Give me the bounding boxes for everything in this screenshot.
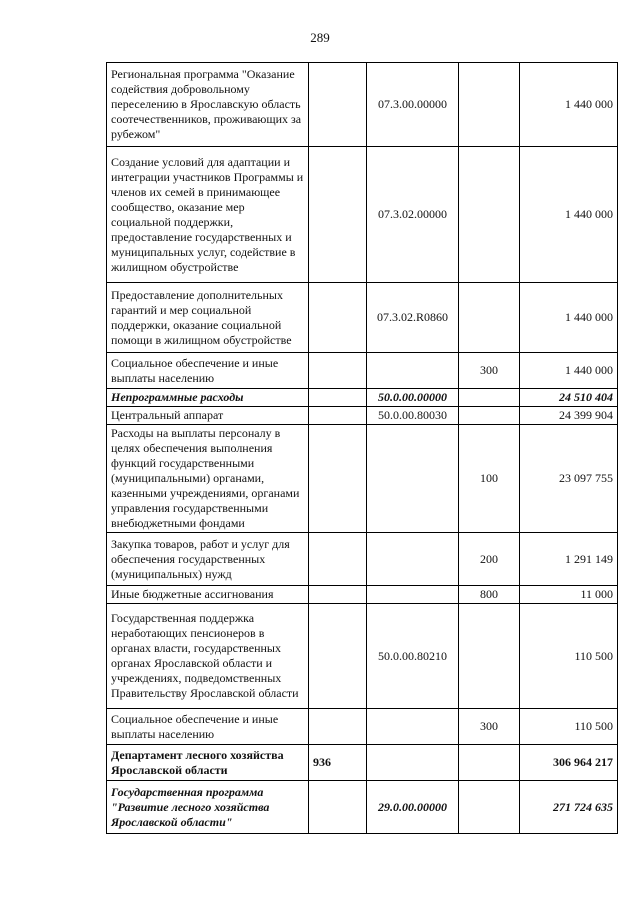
row-expense-type: 300 bbox=[459, 353, 520, 389]
table-row bbox=[107, 407, 618, 425]
row-dept bbox=[309, 781, 367, 834]
row-expense-type bbox=[459, 407, 520, 425]
row-target-code bbox=[367, 425, 459, 533]
row-expense-type: 300 bbox=[459, 709, 520, 745]
row-amount: 306 964 217 bbox=[520, 745, 618, 781]
table-row bbox=[107, 781, 618, 834]
row-target-code: 50.0.00.80030 bbox=[367, 407, 459, 425]
row-expense-type bbox=[459, 283, 520, 353]
row-amount: 1 291 149 bbox=[520, 533, 618, 586]
row-target-code: 07.3.02.00000 bbox=[367, 147, 459, 283]
row-expense-type: 800 bbox=[459, 586, 520, 604]
row-name: Непрограммные расходы bbox=[107, 389, 309, 407]
table-row bbox=[107, 63, 618, 147]
table-row bbox=[107, 389, 618, 407]
row-name: Центральный аппарат bbox=[107, 407, 309, 425]
row-amount: 1 440 000 bbox=[520, 147, 618, 283]
row-expense-type bbox=[459, 745, 520, 781]
row-amount: 24 510 404 bbox=[520, 389, 618, 407]
row-dept bbox=[309, 63, 367, 147]
row-dept bbox=[309, 425, 367, 533]
row-amount: 11 000 bbox=[520, 586, 618, 604]
row-dept bbox=[309, 353, 367, 389]
table-row bbox=[107, 425, 618, 533]
row-target-code bbox=[367, 745, 459, 781]
table-row bbox=[107, 283, 618, 353]
row-target-code: 07.3.00.00000 bbox=[367, 63, 459, 147]
table-row bbox=[107, 353, 618, 389]
row-dept bbox=[309, 709, 367, 745]
row-dept bbox=[309, 604, 367, 709]
row-target-code bbox=[367, 709, 459, 745]
table-row bbox=[107, 604, 618, 709]
row-dept bbox=[309, 533, 367, 586]
row-dept bbox=[309, 407, 367, 425]
table-row bbox=[107, 533, 618, 586]
row-amount: 23 097 755 bbox=[520, 425, 618, 533]
row-amount: 1 440 000 bbox=[520, 283, 618, 353]
row-amount: 1 440 000 bbox=[520, 63, 618, 147]
row-expense-type bbox=[459, 604, 520, 709]
row-target-code: 07.3.02.R0860 bbox=[367, 283, 459, 353]
row-name: Иные бюджетные ассигнования bbox=[107, 586, 309, 604]
row-dept: 936 bbox=[309, 745, 367, 781]
row-expense-type bbox=[459, 389, 520, 407]
row-expense-type bbox=[459, 63, 520, 147]
row-dept bbox=[309, 147, 367, 283]
row-target-code bbox=[367, 533, 459, 586]
row-target-code bbox=[367, 353, 459, 389]
page-number: 289 bbox=[310, 30, 330, 45]
table-row bbox=[107, 586, 618, 604]
row-expense-type: 100 bbox=[459, 425, 520, 533]
row-amount: 1 440 000 bbox=[520, 353, 618, 389]
row-name: Департамент лесного хозяйства Ярославской области bbox=[107, 745, 309, 781]
table-row bbox=[107, 147, 618, 283]
row-name: Предоставление дополнительных гарантий и мер социальной поддержки, оказание социальной помощи в жилищном обустройстве bbox=[107, 283, 309, 353]
row-expense-type bbox=[459, 147, 520, 283]
row-name: Расходы на выплаты персоналу в целях обеспечения выполнения функций государственными (муниципальными) органами, казенными учреждениями, органами управления государственными внебюджетными фондами bbox=[107, 425, 309, 533]
row-dept bbox=[309, 283, 367, 353]
row-name: Создание условий для адаптации и интеграции участников Программы и членов их семей в принимающее сообщество, оказание мер социальной поддержки, предоставление государственных и муниципальных услуг, содействие в жилищном обустройстве bbox=[107, 147, 309, 283]
row-target-code: 50.0.00.00000 bbox=[367, 389, 459, 407]
row-target-code: 50.0.00.80210 bbox=[367, 604, 459, 709]
row-name: Закупка товаров, работ и услуг для обеспечения государственных (муниципальных) нужд bbox=[107, 533, 309, 586]
table-row bbox=[107, 709, 618, 745]
budget-table bbox=[106, 62, 618, 834]
row-expense-type: 200 bbox=[459, 533, 520, 586]
row-target-code: 29.0.00.00000 bbox=[367, 781, 459, 834]
row-expense-type bbox=[459, 781, 520, 834]
row-target-code bbox=[367, 586, 459, 604]
row-dept bbox=[309, 586, 367, 604]
row-name: Социальное обеспечение и иные выплаты населению bbox=[107, 709, 309, 745]
row-amount: 271 724 635 bbox=[520, 781, 618, 834]
row-name: Государственная программа "Развитие лесного хозяйства Ярославской области" bbox=[107, 781, 309, 834]
row-amount: 110 500 bbox=[520, 709, 618, 745]
row-name: Социальное обеспечение и иные выплаты населению bbox=[107, 353, 309, 389]
row-dept bbox=[309, 389, 367, 407]
row-name: Государственная поддержка неработающих пенсионеров в органах власти, государственных органах Ярославской области и учреждениях, подведомственных Правительству Ярославской области bbox=[107, 604, 309, 709]
row-amount: 110 500 bbox=[520, 604, 618, 709]
row-amount: 24 399 904 bbox=[520, 407, 618, 425]
table-row bbox=[107, 745, 618, 781]
row-name: Региональная программа "Оказание содействия добровольному переселению в Ярославскую область соотечественников, проживающих за рубежом" bbox=[107, 63, 309, 147]
